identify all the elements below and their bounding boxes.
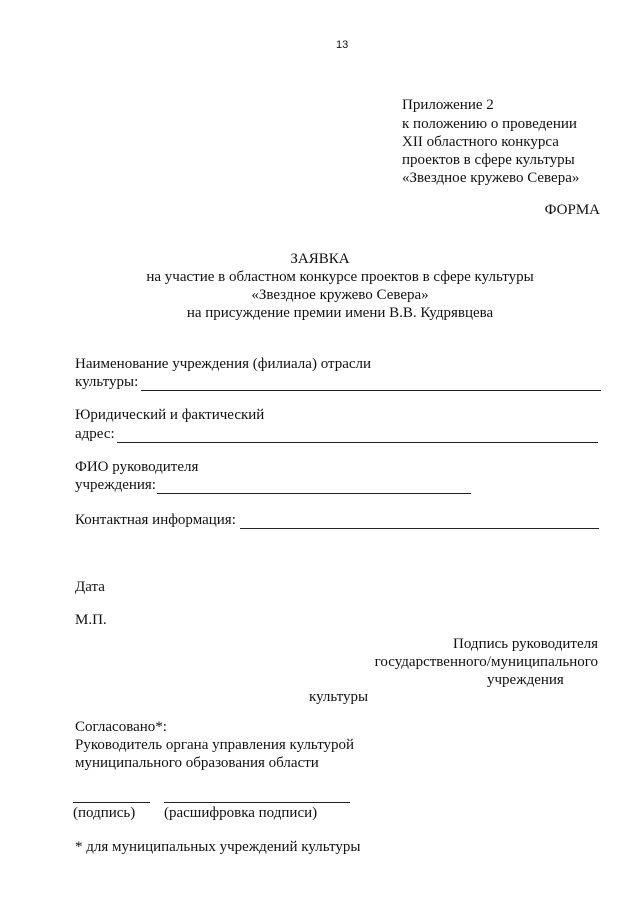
document-title: ЗАЯВКА: [290, 251, 350, 267]
fill-in-line[interactable]: [157, 493, 471, 494]
heading-line: «Звездное кружево Севера»: [251, 287, 429, 303]
appendix-line: «Звездное кружево Севера»: [402, 170, 580, 186]
stamp-label: М.П.: [75, 612, 107, 628]
signature-line: учреждения: [487, 672, 564, 688]
fill-in-line[interactable]: [141, 390, 601, 391]
appendix-line: к положению о проведении: [402, 116, 577, 132]
approval-line: муниципального образования области: [75, 755, 319, 771]
footnote: * для муниципальных учреждений культуры: [75, 839, 361, 855]
appendix-line: проектов в сфере культуры: [402, 152, 575, 168]
field-label: культуры:: [75, 374, 139, 390]
fill-in-line[interactable]: [117, 442, 598, 443]
appendix-line: XII областного конкурса: [402, 134, 559, 150]
appendix-line: Приложение 2: [402, 97, 494, 113]
field-label: Контактная информация:: [75, 512, 236, 528]
date-label: Дата: [75, 579, 105, 595]
field-label: ФИО руководителя: [75, 459, 199, 475]
field-label: учреждения:: [75, 477, 156, 493]
heading-line: на участие в областном конкурсе проектов в сфере культуры: [146, 269, 534, 285]
signature-fill-line[interactable]: [73, 802, 150, 803]
field-label: Юридический и фактический: [75, 407, 265, 423]
approval-line: Руководитель органа управления культурой: [75, 737, 355, 753]
signature-line: Подпись руководителя: [453, 636, 598, 652]
decode-fill-line[interactable]: [164, 802, 350, 803]
page-number: 13: [336, 39, 349, 51]
field-label: адрес:: [75, 426, 115, 442]
decode-caption: (расшифровка подписи): [164, 805, 318, 821]
heading-line: на присуждение премии имени В.В. Кудрявцева: [186, 305, 494, 321]
signature-caption: (подпись): [73, 805, 136, 821]
signature-line: культуры: [309, 689, 369, 705]
form-label: ФОРМА: [544, 202, 600, 218]
field-label: Наименование учреждения (филиала) отрасли: [75, 356, 372, 372]
fill-in-line[interactable]: [240, 528, 599, 529]
signature-line: государственного/муниципального: [374, 654, 598, 670]
approval-title: Согласовано*:: [75, 719, 167, 735]
